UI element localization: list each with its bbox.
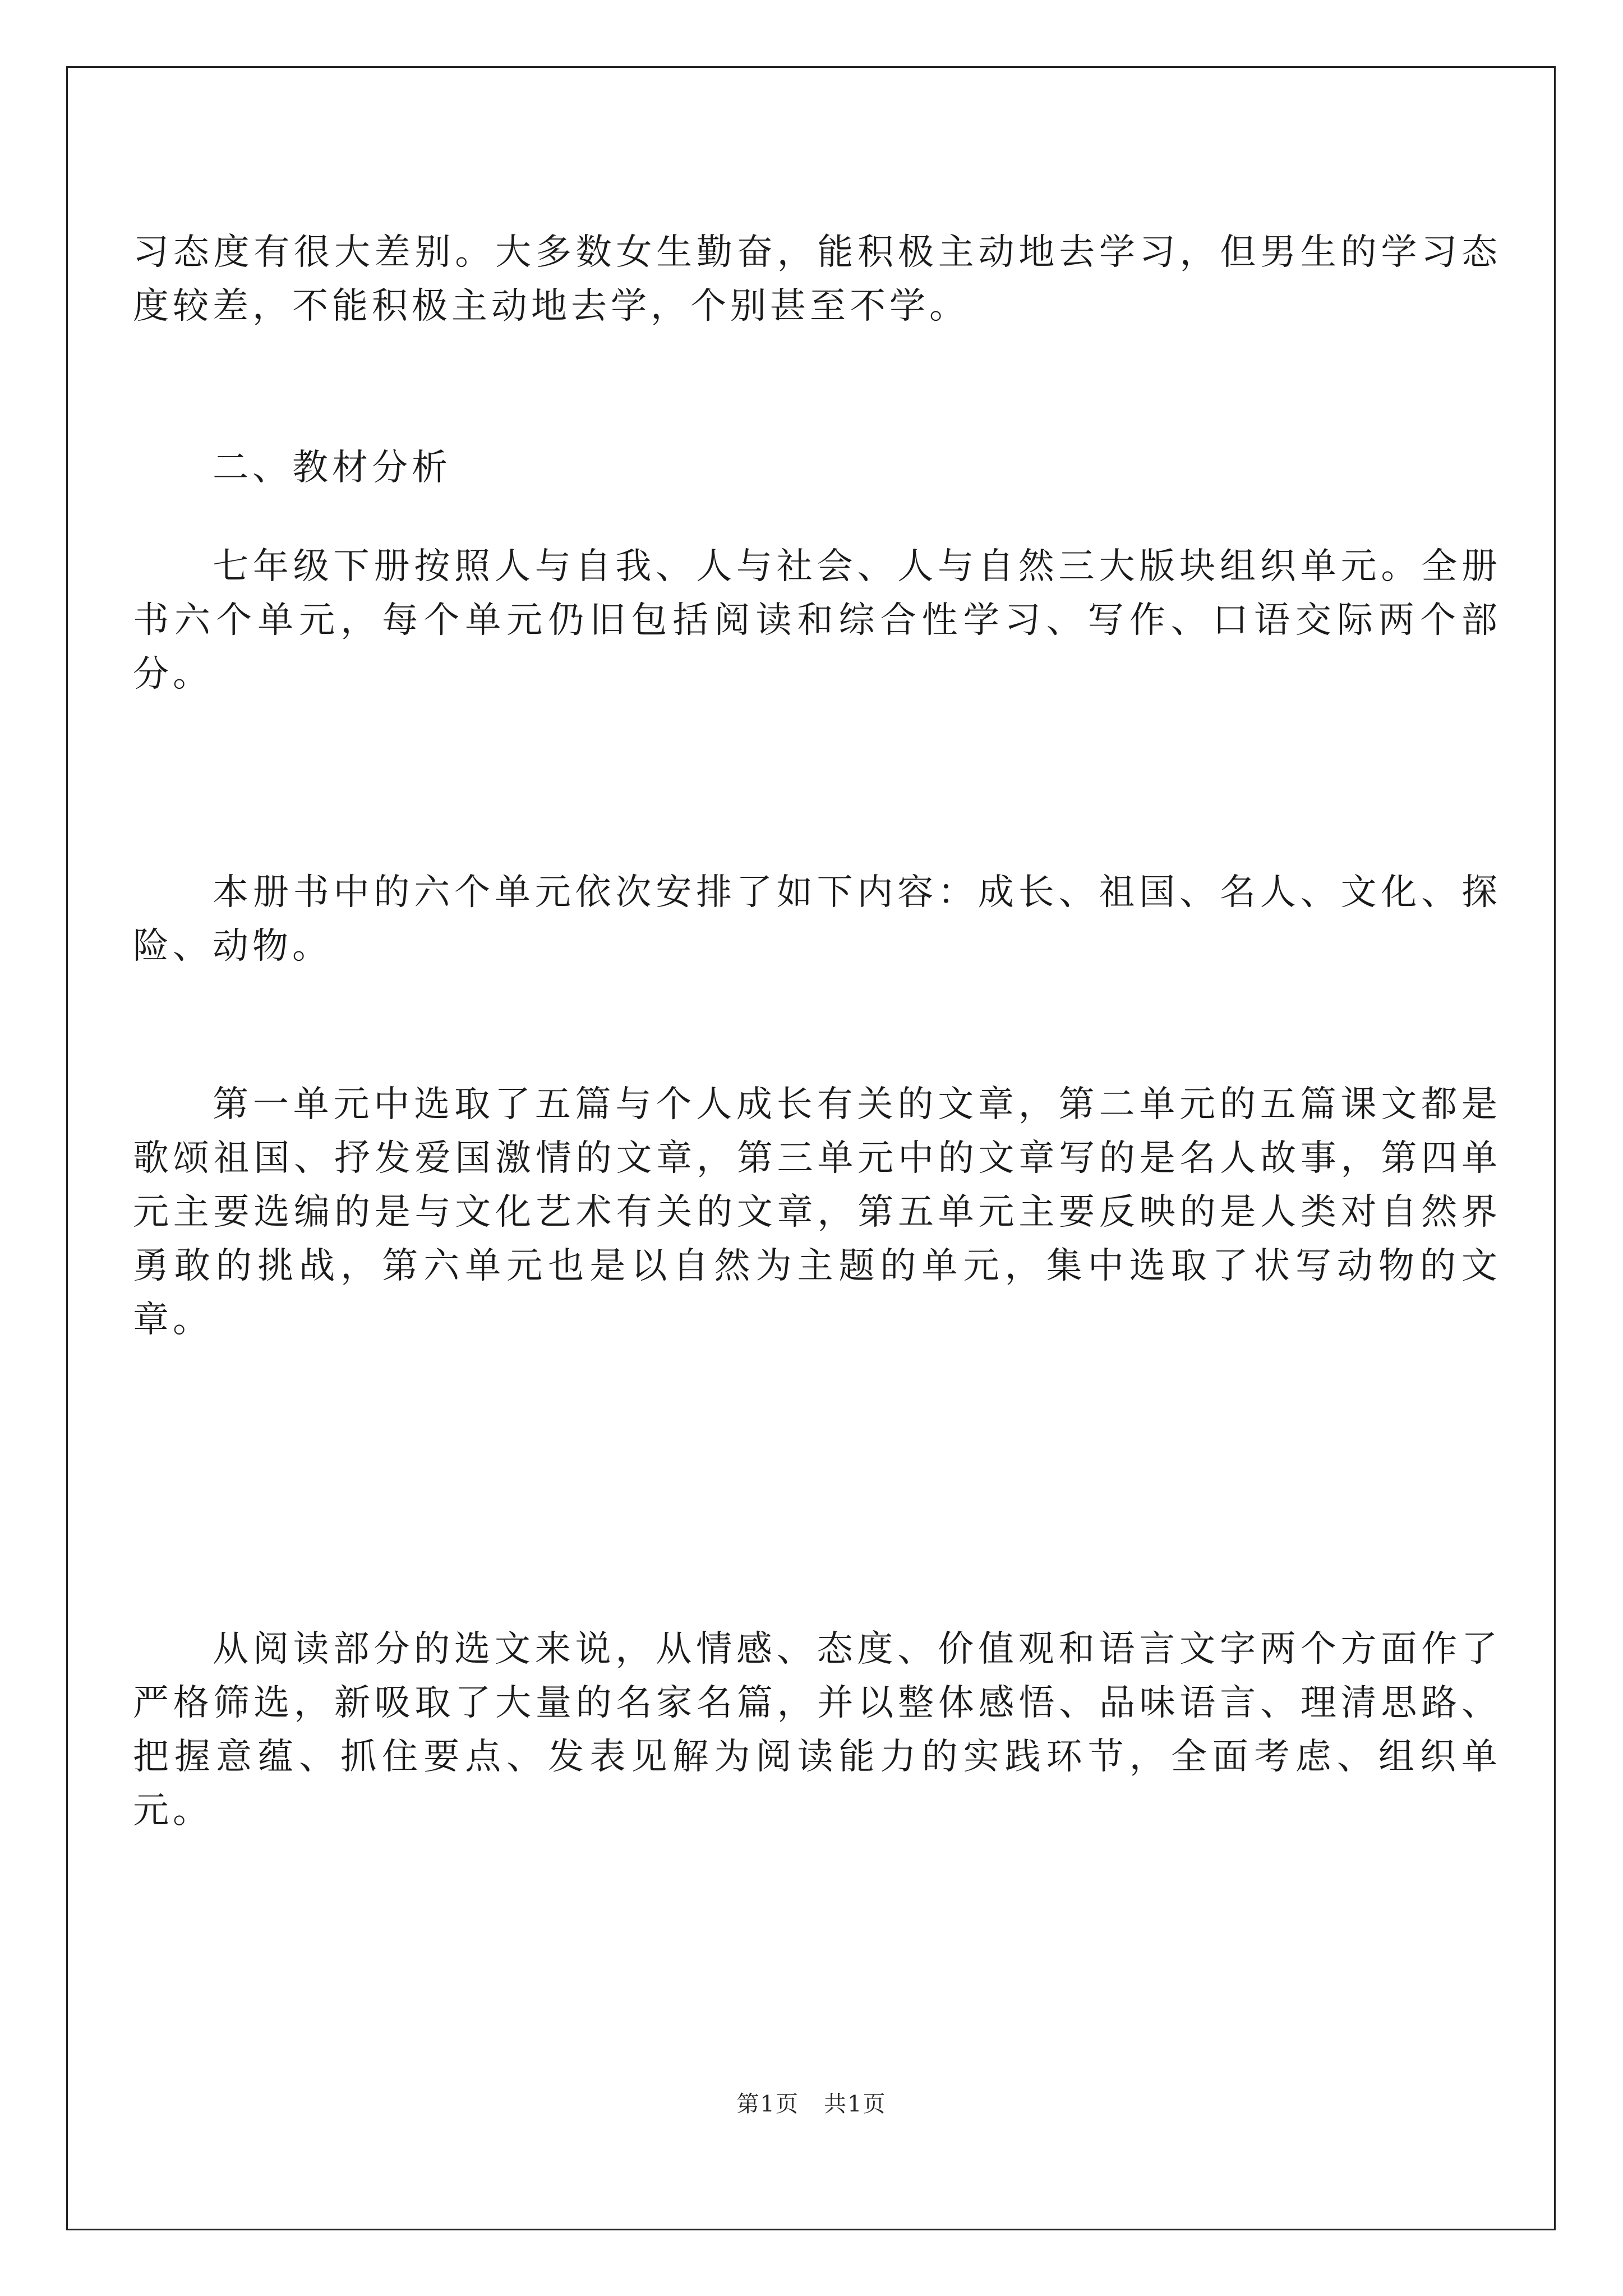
- paragraph-2: 七年级下册按照人与自我、人与社会、人与自然三大版块组织单元。全册书六个单元，每个单元仍旧包括阅读和综合性学习、写作、口语交际两个部分。: [133, 546, 1501, 695]
- paragraph-1: 习态度有很大差别。大多数女生勤奋，能积极主动地去学习，但男生的学习态度较差，不能积极主动地去学，个别甚至不学。: [133, 232, 1501, 327]
- paragraph-5: 从阅读部分的选文来说，从情感、态度、价值观和语言文字两个方面作了严格筛选，新吸取了大量的名家名篇，并以整体感悟、品味语言、理清思路、把握意蕴、抓住要点、发表见解为阅读能力的实践环节，全面考虑、组织单元。: [133, 1628, 1501, 1832]
- page-footer: [0, 2090, 1623, 2119]
- paragraph-4: 第一单元中选取了五篇与个人成长有关的文章，第二单元的五篇课文都是歌颂祖国、抒发爱国激情的文章，第三单元中的文章写的是名人故事，第四单元主要选编的是与文化艺术有关的文章，第五单元主要反映的是人类对自然界勇敢的挑战，第六单元也是以自然为主题的单元，集中选取了状写动物的文章。: [133, 1084, 1501, 1341]
- section-heading: 二、教材分析: [213, 447, 451, 489]
- page-total: 共1页: [824, 2091, 887, 2117]
- paragraph-3: 本册书中的六个单元依次安排了如下内容：成长、祖国、名人、文化、探险、动物。: [133, 872, 1501, 967]
- page-number: 第1页: [736, 2091, 799, 2117]
